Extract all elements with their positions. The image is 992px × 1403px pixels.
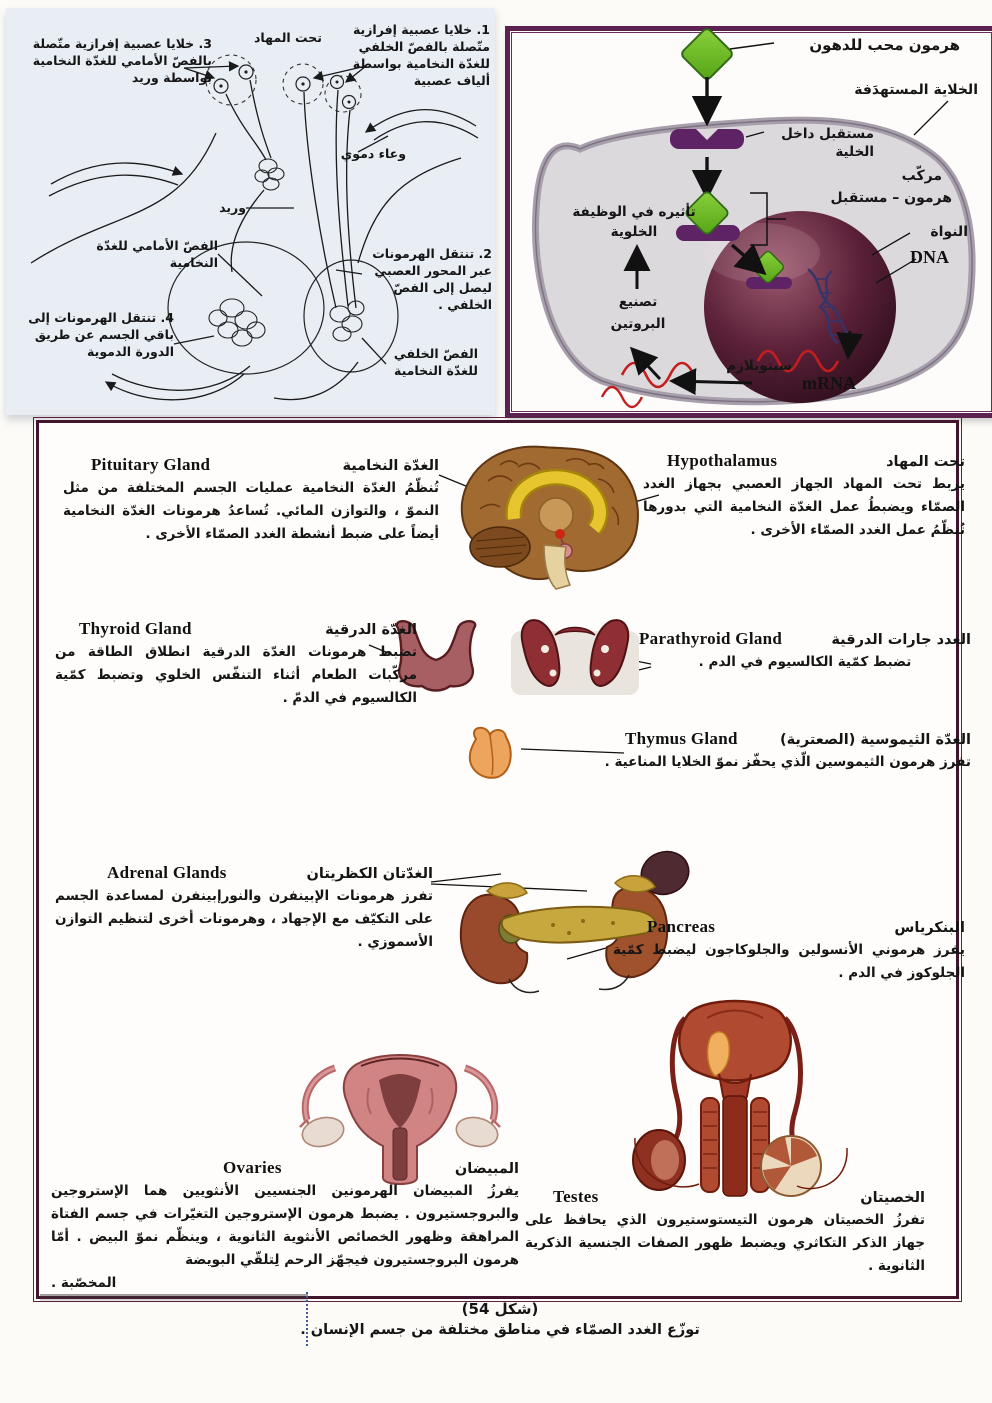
label-protein-2: البروتين: [610, 316, 666, 332]
section-ovaries: [51, 1158, 519, 1295]
endocrine-glands-figure: [36, 420, 971, 1299]
pancreas-title-ar: البنكرياس: [894, 920, 965, 936]
testes-description: تفرزُ الخصيتان هرمون التيستوستيرون الذي يحافظ على جهاز الذكر التكاثري ويضبط ظهور الصفات الجنسية الذكرية الثانوية .: [525, 1212, 925, 1274]
pituitary-description: تُنظّمُ الغدّة النخامية عمليات الجسم المختلفة من مثل النموّ ، والتوازن المائي. تُساعدُ هرمونات الغدّة النخامية أيضاً على ضبط أنشطة الغدد الصمّاء الأخرى .: [63, 480, 439, 542]
thymus-title-en: Thymus Gland: [625, 729, 738, 748]
label-step4: 4. تنتقل الهرمونات إلى باقي الجسم عن طريق الدورة الدموية: [28, 310, 174, 359]
section-testes: [491, 1187, 925, 1278]
section-thymus: [603, 729, 971, 774]
adrenal-description: تفرز هرمونات الإبينفرن والنورإبينفرن لمساعدة الجسم على التكيّف مع الإجهاد ، وهرمونات أخرى لتنظيم التوازن الأسموزي .: [55, 888, 433, 950]
label-dna: DNA: [910, 247, 949, 267]
label-nucleus: النواة: [930, 224, 968, 240]
lipophilic-hormone-shape: [680, 27, 734, 81]
hypothalamus-title-en: Hypothalamus: [667, 451, 778, 470]
section-pancreas: [613, 917, 965, 985]
label-anterior-lobe: الفصّ الأمامي للغدّة النخامية: [96, 238, 218, 270]
label-vein: وريد: [219, 200, 246, 215]
ovaries-title-ar: المبيضان: [454, 1161, 519, 1177]
hypothalamus-description: يربط تحت المهاد الجهاز العصبي بجهاز الغدد الصمّاء ويضبطُ عمل الغدّة النخامية التي بدورها تُنظّمُ عمل الغدد الصمّاء الأخرى .: [643, 476, 965, 538]
testes-title-en: Testes: [553, 1187, 599, 1206]
parathyroid-illustration: [511, 615, 639, 703]
label-protein-1: تصنيع: [618, 294, 658, 310]
thyroid-description: تضبط هرمونات الغدّة الدرقية انطلاق الطاقة من مركّبات الطعام أثناء التنفّس الخلوي وتضبط كمّية الكالسيوم في الدمّ .: [55, 644, 417, 706]
ovaries-title-en: Ovaries: [223, 1158, 282, 1177]
section-hypothalamus: [643, 451, 965, 542]
section-thyroid: [55, 619, 417, 710]
thyroid-title-ar: الغدّة الدرقية: [325, 622, 417, 638]
section-parathyroid: [639, 629, 971, 674]
testes-illustration: [615, 988, 855, 1198]
pancreas-description: يفرز هرموني الأنسولين والجلوكاجون ليضبط كمّية الجلوكوز في الدم .: [613, 942, 965, 981]
pituitary-title-ar: الغدّة النخامية: [342, 458, 439, 474]
parathyroid-title-ar: الغدد جارات الدرقية: [831, 632, 971, 648]
section-adrenal: [55, 863, 433, 954]
figure-caption-text: توزّع الغدد الصمّاء في مناطق مختلفة من جسم الإنسان .: [300, 1322, 700, 1338]
figure-caption: [240, 1300, 760, 1338]
pancreas-title-en: Pancreas: [647, 917, 716, 936]
label-effect-1: تأثيره في الوظيفة: [572, 204, 696, 220]
adrenal-title-en: Adrenal Glands: [107, 863, 227, 882]
label-hypothalamus: تحت المهاد: [253, 30, 322, 45]
label-mrna: mRNA: [802, 373, 856, 393]
ovaries-description-last: المخصّبة .: [51, 1274, 117, 1291]
thymus-description: تفرز هرمون الثيموسين الّذي يحفّز نموّ الخلايا المناعية .: [604, 754, 971, 770]
pituitary-title-en: Pituitary Gland: [91, 455, 211, 474]
figure-number: (شكل 54): [461, 1300, 539, 1318]
ovaries-description: يفرزُ المبيضان الهرمونين الجنسيين الأنثويين هما الإستروجين والبروجستيرون . يضبط هرمون الإستروجين التغيّرات في جسم الفتاة المراهقة وظهور الخصائص الأنثوية الثانوية ، وينظّم نموّ البيض . أمّا هرمون البروجستيرون فيجهّز الرحم لِتلقّي البويضة: [51, 1183, 519, 1268]
label-target-cell: الخلاية المستهدَفة: [854, 82, 978, 98]
label-posterior-lobe: الفصّ الخلفي للغدّة النخامية: [393, 346, 478, 378]
label-step2: 2. تنتقل الهرمونات عبر المحور العصبي ليصل إلى الفصّ الخلفي .: [372, 246, 492, 312]
section-pituitary: [63, 455, 439, 546]
brain-illustration: [448, 441, 648, 591]
label-cytoplasm: سيتوبلازم: [726, 358, 792, 374]
label-lipophilic-hormone: هرمون محب للدهون: [809, 36, 960, 54]
label-complex-1: مركّب: [901, 168, 942, 184]
parathyroid-title-en: Parathyroid Gland: [639, 629, 783, 648]
label-effect-2: الخلوية: [610, 224, 658, 240]
hypothalamus-title-ar: تحت المهاد: [886, 454, 965, 470]
label-blood-vessel: وعاء دموي: [340, 146, 406, 161]
thymus-illustration: [458, 723, 520, 783]
label-step3: 3. خلايا عصبية إفرازية متّصلة بالفصّ الأمامي للغدّة النخامية بواسطة وريد: [32, 36, 212, 85]
label-receptor: مستقبل داخل الخلية: [781, 126, 874, 161]
thymus-title-ar: الغدّة الثيموسية (الصعترية): [780, 732, 971, 748]
testes-title-ar: الخصيتان: [860, 1190, 925, 1206]
thyroid-title-en: Thyroid Gland: [79, 619, 192, 638]
hormone-mechanism-panel: [505, 26, 992, 418]
pituitary-pathway-panel: [6, 8, 495, 415]
label-complex-2: هرمون – مستقبل: [830, 190, 952, 206]
label-step1: 1. خلايا عصبية إفرازية متّصلة بالفصّ الخلفي للغدّة النخامية بواسطة ألياف عصبية: [352, 22, 490, 88]
adrenal-title-ar: الغدّتان الكظريتان: [306, 866, 433, 882]
parathyroid-description: تضبط كمّية الكالسيوم في الدم .: [698, 654, 912, 670]
